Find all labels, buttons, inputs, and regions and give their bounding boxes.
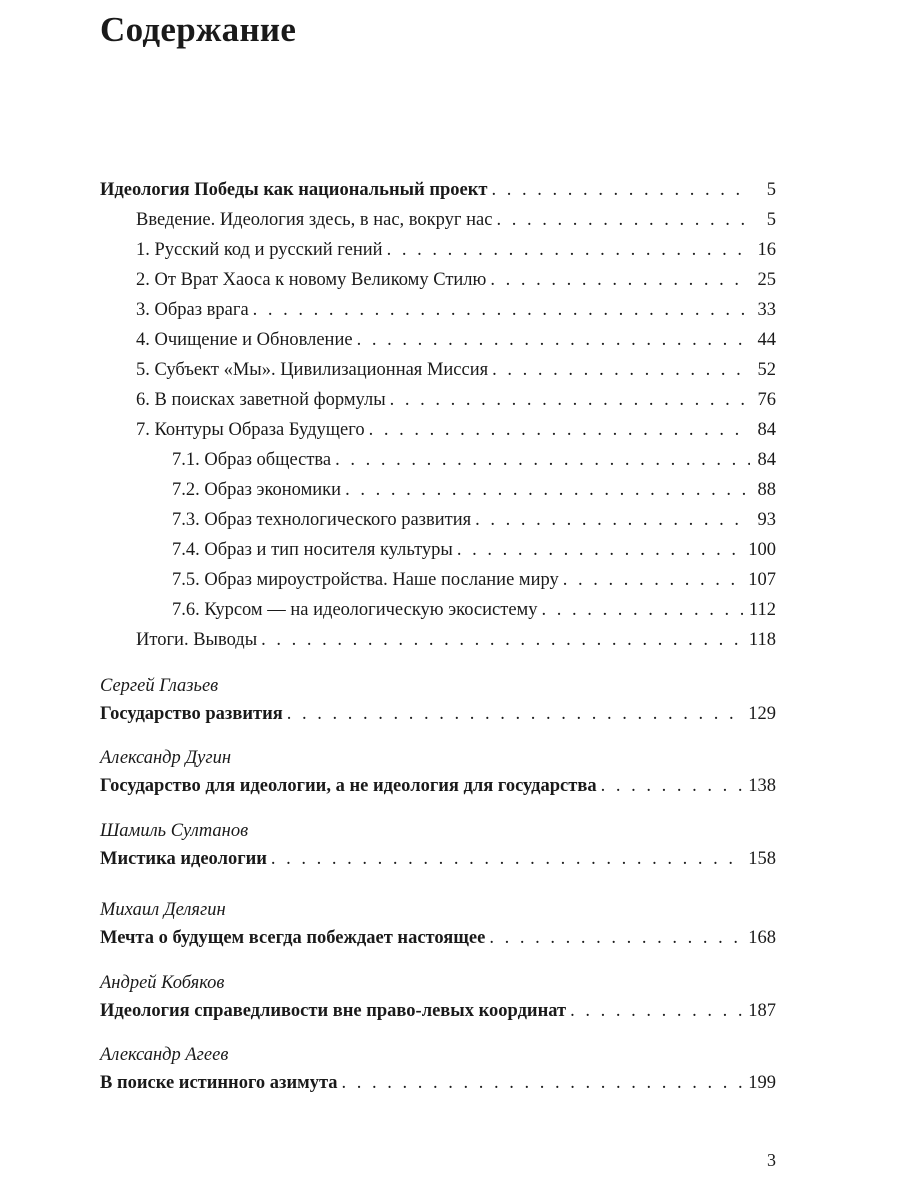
toc-entry-article[interactable] [100, 704, 776, 734]
leader-dots [601, 776, 743, 797]
toc-entry-label: 7.6. Курсом — на идеологическую экосистему [172, 600, 538, 620]
toc-entry-chapter[interactable] [136, 420, 776, 450]
toc-page-number: 199 [748, 1073, 776, 1093]
toc-entry-label: 3. Образ врага [136, 300, 249, 320]
toc-page-number: 5 [766, 180, 776, 200]
toc-entry-label: 1. Русский код и русский гений [136, 240, 383, 260]
leader-dots [345, 480, 750, 501]
toc-page-number: 138 [748, 776, 776, 796]
toc-entry-label: 7.4. Образ и тип носителя культуры [172, 540, 453, 560]
article-author: Шамиль Султанов [100, 821, 249, 841]
toc-page-number: 76 [757, 390, 776, 410]
toc-entry-chapter[interactable] [136, 270, 776, 300]
leader-dots [357, 330, 750, 351]
toc-entry-label: В поиске истинного азимута [100, 1073, 338, 1093]
toc-entry-article[interactable] [100, 849, 776, 879]
toc-page-number: 187 [748, 1001, 776, 1021]
leader-dots [496, 210, 750, 231]
toc-entry-article[interactable] [100, 1001, 776, 1031]
leader-dots [287, 704, 742, 725]
toc-entry-label: 7.1. Образ общества [172, 450, 332, 470]
toc-entry-label: 6. В поисках заветной формулы [136, 390, 386, 410]
leader-dots [457, 540, 742, 561]
toc-entry-article[interactable] [100, 776, 776, 806]
toc-entry-main[interactable] [100, 180, 776, 210]
toc-entry-subchapter[interactable] [172, 510, 776, 540]
toc-page-number: 158 [748, 849, 776, 869]
toc-entry-label: Введение. Идеология здесь, в нас, вокруг нас [136, 210, 493, 230]
toc-page-number: 16 [757, 240, 776, 260]
toc-entry-chapter[interactable] [136, 330, 776, 360]
toc-page-number: 25 [757, 270, 776, 290]
toc-entry-chapter[interactable] [136, 240, 776, 270]
toc-entry-label: Идеология справедливости вне право-левых координат [100, 1001, 567, 1021]
toc-entry-label: 7.5. Образ мироустройства. Наше послание миру [172, 570, 559, 590]
toc-entry-subchapter[interactable] [172, 570, 776, 600]
leader-dots [369, 420, 750, 441]
toc-page-number: 33 [757, 300, 776, 320]
toc-page-number: 84 [757, 450, 776, 470]
toc-entry-label: Идеология Победы как национальный проект [100, 180, 488, 200]
toc-page-number: 84 [757, 420, 776, 440]
toc-entry-label: Мечта о будущем всегда побеждает настоящее [100, 928, 486, 948]
leader-dots [490, 270, 750, 291]
toc-page-number: 100 [748, 540, 776, 560]
leader-dots [563, 570, 742, 591]
toc-entry-subchapter[interactable] [172, 450, 776, 480]
toc-page-number: 118 [748, 630, 776, 650]
leader-dots [570, 1001, 742, 1022]
toc-entry-label: 2. От Врат Хаоса к новому Великому Стилю [136, 270, 487, 290]
toc-page-number: 107 [748, 570, 776, 590]
toc-page-number: 168 [748, 928, 776, 948]
article-author: Александр Дугин [100, 748, 232, 768]
leader-dots [271, 849, 742, 870]
toc-entry-label: 7. Контуры Образа Будущего [136, 420, 365, 440]
page-number: 3 [767, 1150, 776, 1170]
leader-dots [492, 360, 750, 381]
toc-entry-label: 5. Субъект «Мы». Цивилизационная Миссия [136, 360, 489, 380]
article-author: Александр Агеев [100, 1045, 229, 1065]
toc-page-number: 129 [748, 704, 776, 724]
toc-entry-label: 7.2. Образ экономики [172, 480, 342, 500]
leader-dots [335, 450, 750, 471]
toc-entry-label: Итоги. Выводы [136, 630, 258, 650]
leader-dots [492, 180, 751, 201]
toc-entry-subchapter[interactable] [172, 600, 776, 630]
toc-entry-chapter[interactable] [136, 210, 776, 240]
toc-page-number: 93 [757, 510, 776, 530]
page-title: Содержание [100, 10, 297, 49]
article-author: Михаил Делягин [100, 900, 226, 920]
leader-dots [489, 928, 742, 949]
leader-dots [542, 600, 743, 621]
toc-entry-article[interactable] [100, 928, 776, 958]
toc-entry-chapter[interactable] [136, 300, 776, 330]
toc-entry-chapter[interactable] [136, 360, 776, 390]
leader-dots [387, 240, 750, 261]
leader-dots [342, 1073, 743, 1094]
toc-entry-subchapter[interactable] [172, 540, 776, 570]
toc-page-number: 88 [757, 480, 776, 500]
toc-entry-subchapter[interactable] [172, 480, 776, 510]
toc-page-number: 5 [766, 210, 776, 230]
leader-dots [390, 390, 750, 411]
toc-entry-article[interactable] [100, 1073, 776, 1103]
toc-entry-label: 4. Очищение и Обновление [136, 330, 353, 350]
toc-entry-conclusion[interactable] [136, 630, 776, 660]
article-author: Сергей Глазьев [100, 676, 219, 696]
leader-dots [253, 300, 750, 321]
toc-page-number: 44 [757, 330, 776, 350]
leader-dots [475, 510, 750, 531]
toc-page-number: 112 [748, 600, 776, 620]
toc-entry-label: 7.3. Образ технологического развития [172, 510, 472, 530]
toc-page-number: 52 [757, 360, 776, 380]
article-author: Андрей Кобяков [100, 973, 225, 993]
leader-dots [261, 630, 743, 651]
toc-entry-chapter[interactable] [136, 390, 776, 420]
toc-entry-label: Мистика идеологии [100, 849, 267, 869]
toc-entry-label: Государство для идеологии, а не идеология для государства [100, 776, 597, 796]
toc-entry-label: Государство развития [100, 704, 283, 724]
